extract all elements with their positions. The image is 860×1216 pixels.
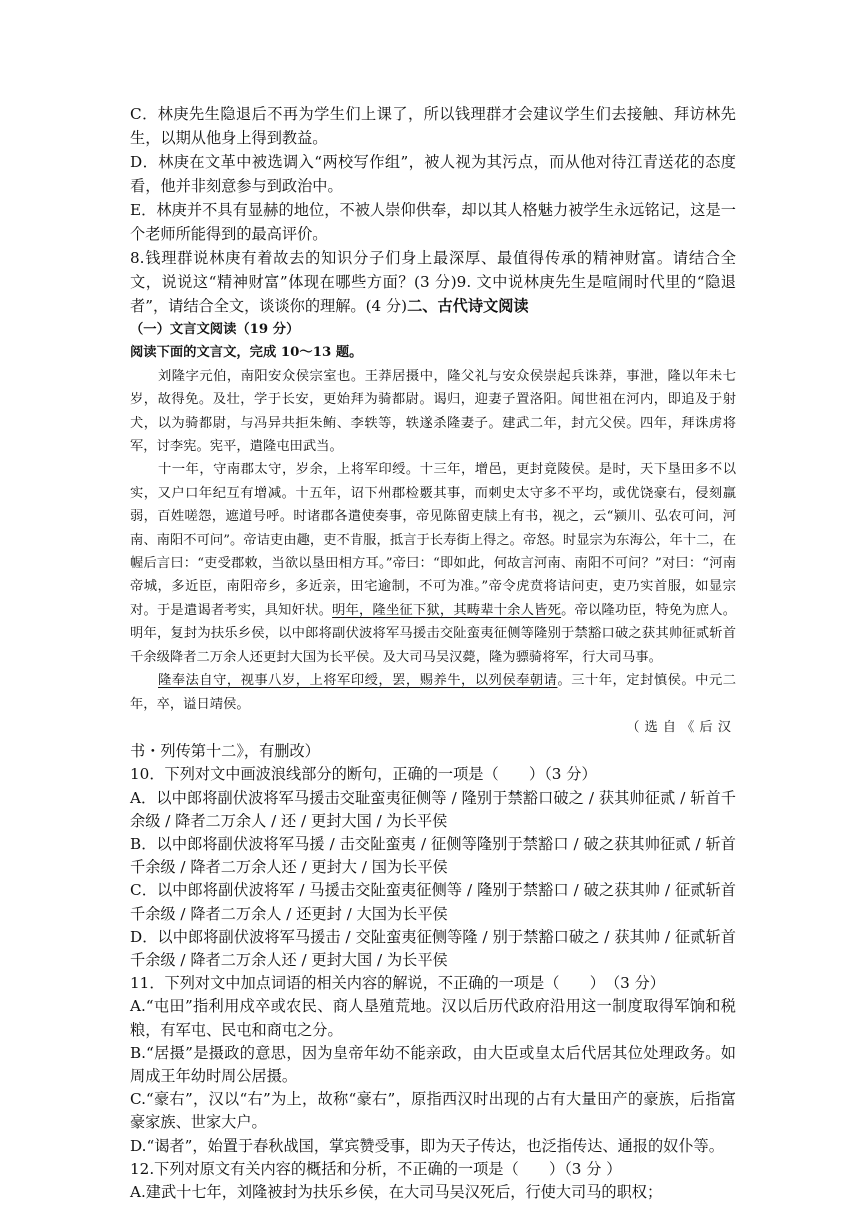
source-citation-line-2: 书・列传第十二》，有删改）: [130, 742, 320, 761]
section-title: 二、古代诗文阅读: [407, 297, 529, 315]
question-10-option-b: B．以中郎将副伏波将军马援 / 击交阯蛮夷 / 征侧等隆别于禁豁口 / 破之获其帅征贰 / 斩首千余级 / 降者二万余人还 / 更封大 / 国为长平侯: [130, 834, 736, 877]
reading-instruction: 阅读下面的文言文，完成 10～13 题。: [130, 345, 363, 361]
question-8-9: [130, 246, 736, 318]
option-c: C．林庚先生隐退后不再为学生们上课了，所以钱理群才会建议学生们去接触、拜访林先生，以期从他身上得到教益。: [130, 105, 736, 147]
passage-paragraph-3: [130, 669, 736, 716]
question-10-option-a: A．以中郎将副伏波将军马援击交耻蛮夷征侧等 / 隆别于禁豁口破之 / 获其帅征贰 / 斩首千余级 / 降者二万余人 / 还 / 更封大国 / 为长平侯: [130, 788, 736, 830]
question-12-option-a: A.建武十七年，刘隆被封为扶乐乡侯，在大司马吴汉死后，行使大司马的职权；: [130, 1182, 663, 1201]
option-e: E．林庚并不具有显赫的地位，不被人崇仰供奉，却以其人格魅力被学生永远铭记，这是一个老师所能得到的最高评价。: [130, 201, 736, 243]
question-11-stem: 11．下列对文中加点词语的相关内容的解说，不正确的一项是（ ） （3 分）: [130, 974, 665, 993]
passage-paragraph-1: 刘隆字元伯，南阳安众侯宗室也。王莽居摄中，隆父礼与安众侯崇起兵诛莽，事泄，隆以年未七岁，故得免。及壮，学于长安，更始拜为骑都尉。谒归，迎妻子置洛阳。闻世祖在河内，即追及于射犬，以为骑都尉，与冯异共拒朱鲔、李轶等，轶遂杀隆妻子。建武二年，封亢父侯。四年，拜诛虏将军，讨李宪。宪平，遣隆屯田武当。: [130, 368, 736, 455]
subsection-title: （一）文言文阅读（19 分）: [130, 322, 300, 337]
passage-paragraph-2-text: 十一年，守南郡太守，岁余，上将军印绶。十三年，增邑，更封竟陵侯。是时，天下垦田多不以实，又户口年纪互有增减。十五年，诏下州郡检覈其事，而刺史太守多不平均，或优饶豪右，侵刻羸弱，百姓嗟怨，遮道号呼。时诸郡各遣使奏事，帝见陈留吏牍上有书，视之，云“颍川、弘农可问，河南、南阳不可问”。帝诘吏由趣，吏不肯服，抵言于长寿街上得之。帝怒。时显宗为东海公，年十二，在幄后言曰：“吏受郡敕，当欲以垦田相方耳。”帝曰：“即如此，何故言河南、南阳不可问？”对曰：“河南帝城，多近臣，南阳帝乡，多近亲，田宅逾制，不可为准。”帝令虎贲将诘问吏，吏乃实首服，如显宗对。于是遣谒者考实，具知奸状。: [130, 462, 736, 618]
passage-paragraph-2-rest: 。帝以隆功臣，特免为庶人。明年，复封为扶乐乡侯，以中郎将副伏波将军马援击交阯蛮夷征侧等隆别于禁豁口破之获其帅征贰斩首千余级降者二万余人还更封大国为长平侯。及大司马吴汉薨，隆为骠骑将军，行大司马事。: [130, 602, 737, 665]
underlined-sentence-2: 隆奉法自守，视事八岁，上将军印绶，罢，赐养牛，以列侯奉朝请: [158, 673, 558, 689]
question-11-option-c: C.“豪右”，汉以“右”为上，故称“豪右”，原指西汉时出现的占有大量田产的豪族，后指富豪家族、世家大户。: [130, 1090, 736, 1132]
text-column: [130, 102, 736, 1204]
underlined-sentence-1: 明年，隆坐征下狱，其畴辈十余人皆死: [332, 602, 562, 618]
question-8-9-text: 8.钱理群说林庚有着故去的知识分子们身上最深厚、最值得传承的精神财富。请结合全文，说说这“精神财富”体现在哪些方面？(3 分)9. 文中说林庚先生是喧闹时代里的“隐退者”，请结合全文，谈谈你的理解。(4 分): [130, 249, 736, 315]
option-d: D．林庚在文革中被选调入“两校写作组”，被人视为其污点，而从他对待江青送花的态度看，他并非刻意参与到政治中。: [130, 153, 736, 195]
question-10-option-d: D．以中郎将副伏波将军马援击 / 交阯蛮夷征侧等隆 / 别于禁豁口破之 / 获其帅 / 征贰斩首千余级 / 降者二万余人还 / 更封大国 / 为长平侯: [130, 927, 736, 969]
source-citation-line-1: （选自《后汉: [626, 719, 736, 735]
question-10-stem: 10．下列对文中画波浪线部分的断句，正确的一项是（ ）（3 分）: [130, 765, 597, 784]
question-11-option-a: A.“屯田”指利用戍卒或农民、商人垦殖荒地。汉以后历代政府沿用这一制度取得军饷和税粮，有军屯、民屯和商屯之分。: [130, 997, 736, 1039]
passage-paragraph-2: [130, 458, 736, 669]
passage-paragraph-3-rest: 。三十年，定封慎侯。中元二年，卒，谥日靖侯。: [130, 673, 737, 712]
question-11-option-d: D.“谒者”，始置于春秋战国，掌宾赞受事，即为天子传达，也泛指传达、通报的奴仆等。: [130, 1136, 724, 1155]
question-10-option-c: C．以中郎将副伏波将军 / 马援击交阯蛮夷征侧等 / 隆别于禁豁口 / 破之获其帅 / 征贰斩首千余级 / 降者二万余人 / 还更封 / 大国为长平侯: [130, 881, 736, 923]
question-12-stem: 12.下列对原文有关内容的概括和分析，不正确的一项是（ ）（3 分 ）: [130, 1159, 622, 1178]
question-11-option-b: B.“居摄”是摄政的意思，因为皇帝年幼不能亲政，由大臣或皇太后代居其位处理政务。如周成王年幼时周公居摄。: [130, 1043, 736, 1085]
